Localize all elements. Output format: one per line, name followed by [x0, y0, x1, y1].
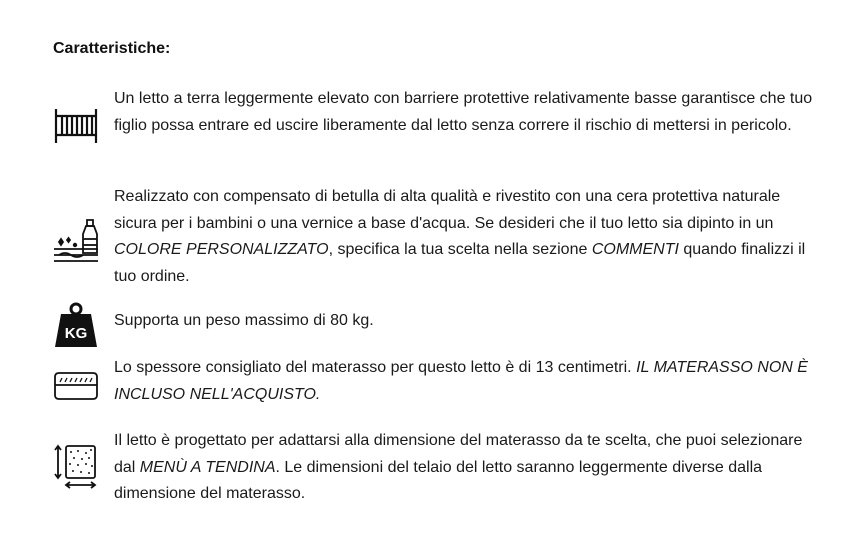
feature-text [114, 355, 814, 408]
crib-icon [53, 103, 99, 149]
mattress-dimensions-icon [53, 443, 99, 489]
emphasis-text: COMMENTI [591, 241, 679, 258]
feature-text [114, 86, 814, 139]
section-heading: Caratteristiche: [53, 40, 171, 57]
wax-varnish-icon [53, 217, 99, 263]
feature-text-run: Il letto è progettato per adattarsi alla dimensione del materasso da te scelta, che puoi selezionare dal [114, 432, 803, 476]
weight-label: KG [64, 325, 88, 342]
feature-text-run: quando finalizzi il tuo ordine. [114, 241, 806, 285]
feature-text-run: . Le dimensioni del telaio del letto saranno leggermente diverse dalla dimensione del materasso. [114, 458, 763, 502]
emphasis-text: MENÙ A TENDINA [139, 458, 276, 476]
feature-text [114, 308, 814, 335]
emphasis-text: COLORE PERSONALIZZATO [114, 241, 329, 258]
feature-text [114, 428, 814, 508]
feature-text [114, 184, 814, 290]
feature-text-run: Supporta un peso massimo di 80 kg. [114, 312, 374, 329]
feature-text-run: Un letto a terra leggermente elevato con barriere protettive relativamente basse garantisce che tuo figlio possa entrare ed uscire liberamente dal letto senza correre il rischio di mettersi in pericolo. [114, 90, 813, 134]
feature-text-run: , specifica la tua scelta nella sezione [328, 241, 592, 258]
weight-kg-icon [53, 302, 99, 348]
feature-text-run: Lo spessore consigliato del materasso per questo letto è di 13 centimetri. [114, 359, 637, 376]
mattress-icon [53, 365, 99, 411]
emphasis-text: IL MATERASSO NON È INCLUSO NELL'ACQUISTO. [114, 359, 808, 403]
feature-text-run: Realizzato con compensato di betulla di alta qualità e rivestito con una cera protettiva naturale sicura per i bambini o una vernice a base d'acqua. Se desideri che il tuo letto sia dipinto in un [114, 188, 781, 232]
